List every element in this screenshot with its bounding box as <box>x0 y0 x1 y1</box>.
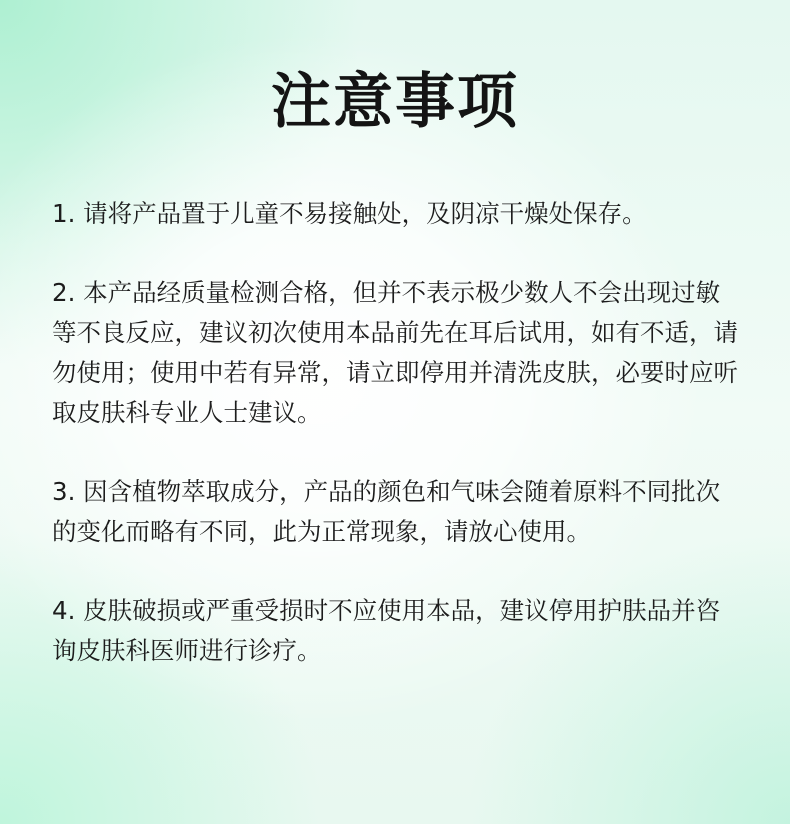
notice-item-4: 4. 皮肤破损或严重受损时不应使用本品，建议停用护肤品并咨询皮肤科医师进行诊疗。 <box>52 596 721 665</box>
notice-item-3: 3. 因含植物萃取成分，产品的颜色和气味会随着原料不同批次的变化而略有不同，此为正常现象，请放心使用。 <box>52 477 721 546</box>
notice-item-1: 1. 请将产品置于儿童不易接触处，及阴凉干燥处保存。 <box>52 199 647 228</box>
page-title: 注意事项 <box>271 67 519 137</box>
notice-item-2: 2. 本产品经质量检测合格，但并不表示极少数人不会出现过敏等不良反应，建议初次使用本品前先在耳后试用，如有不适，请勿使用；使用中若有异常，请立即停用并清洗皮肤，必要时应听取皮肤科专业人士建议。 <box>52 278 738 427</box>
notice-list <box>52 194 742 710</box>
